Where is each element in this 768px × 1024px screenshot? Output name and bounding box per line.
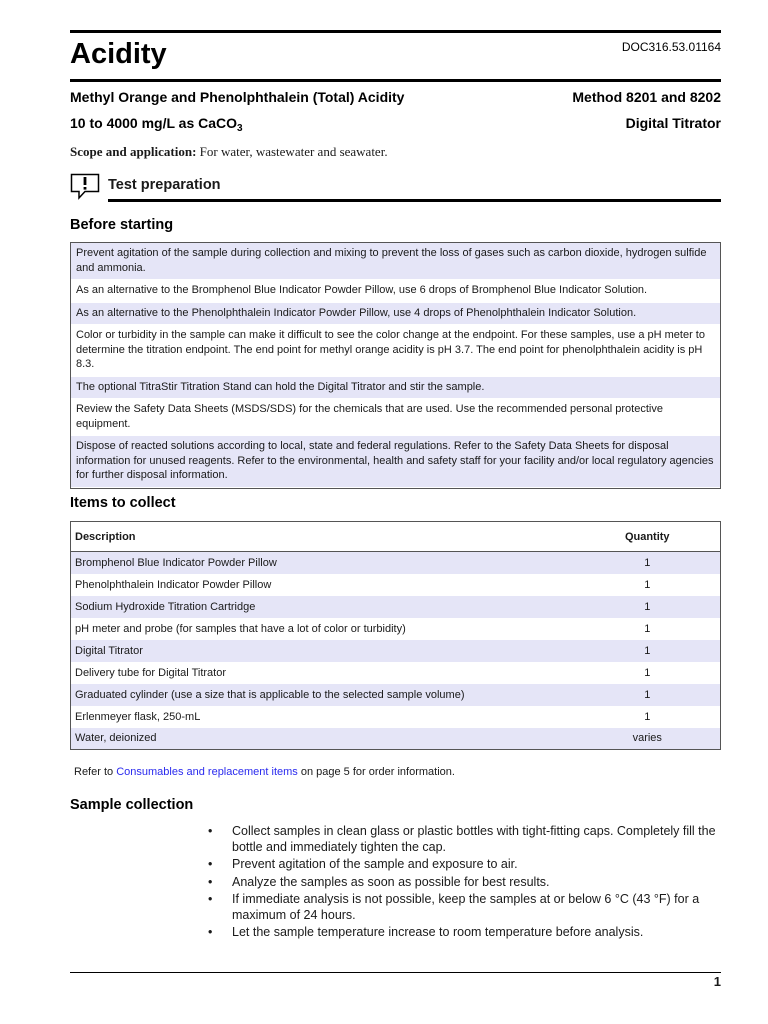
items-to-collect-table bbox=[70, 521, 721, 750]
page-number: 1 bbox=[713, 974, 721, 989]
table-row bbox=[71, 552, 721, 574]
method-title: Methyl Orange and Phenolphthalein (Total) Acidity bbox=[70, 89, 405, 105]
list-item: • Analyze the samples as soon as possible for best results. bbox=[208, 875, 721, 891]
table-header-row bbox=[71, 522, 721, 552]
before-starting-item: Prevent agitation of the sample during collection and mixing to prevent the loss of gases such as carbon dioxide, hydrogen sulfide and ammonia. bbox=[71, 243, 720, 280]
heading-items-to-collect: Items to collect bbox=[70, 495, 176, 511]
column-header-description: Description bbox=[75, 530, 136, 543]
title-rule bbox=[70, 79, 721, 82]
item-quantity: 1 bbox=[571, 596, 721, 618]
item-description: Sodium Hydroxide Titration Cartridge bbox=[71, 596, 571, 618]
item-quantity: 1 bbox=[644, 578, 651, 591]
instrument-name: Digital Titrator bbox=[625, 115, 721, 131]
range-text: 10 to 4000 mg/L as CaCO bbox=[70, 115, 238, 131]
item-quantity: 1 bbox=[571, 684, 721, 706]
before-starting-item: As an alternative to the Bromphenol Blue Indicator Powder Pillow, use 6 drops of Bromphenol Blue Indicator Solution. bbox=[71, 280, 720, 303]
item-quantity: 1 bbox=[644, 710, 651, 723]
table-row bbox=[71, 640, 721, 662]
item-quantity: 1 bbox=[571, 640, 721, 662]
list-item: • Let the sample temperature increase to room temperature before analysis. bbox=[208, 925, 721, 941]
order-reference bbox=[74, 766, 455, 778]
refer-prefix: Refer to bbox=[74, 766, 117, 778]
table-row bbox=[71, 684, 721, 706]
column-header-quantity: Quantity bbox=[624, 530, 670, 543]
heading-before-starting: Before starting bbox=[70, 217, 174, 233]
heading-sample-collection: Sample collection bbox=[70, 797, 194, 813]
item-quantity: 1 bbox=[571, 552, 721, 574]
table-row bbox=[71, 728, 721, 750]
document-page bbox=[70, 0, 721, 1024]
item-description: Phenolphthalein Indicator Powder Pillow bbox=[75, 578, 272, 591]
section-rule bbox=[108, 199, 721, 202]
document-id: DOC316.53.01164 bbox=[621, 40, 721, 54]
table-row bbox=[71, 706, 721, 728]
before-starting-item: As an alternative to the Phenolphthalein Indicator Powder Pillow, use 4 drops of Phenolphthalein Indicator Solution. bbox=[71, 303, 720, 326]
top-rule bbox=[70, 30, 721, 33]
list-item: • Collect samples in clean glass or plastic bottles with tight-fitting caps. Completely fill the bottle and immediately tighten the cap. bbox=[208, 824, 721, 855]
table-row bbox=[71, 574, 721, 596]
table-row bbox=[71, 596, 721, 618]
item-description: Bromphenol Blue Indicator Powder Pillow bbox=[71, 552, 571, 574]
footer-rule bbox=[70, 972, 721, 973]
item-quantity: varies bbox=[571, 728, 721, 750]
refer-suffix: on page 5 for order information. bbox=[297, 766, 455, 778]
consumables-link[interactable]: Consumables and replacement items bbox=[116, 766, 298, 778]
table-row bbox=[71, 618, 721, 640]
before-starting-item: Color or turbidity in the sample can make it difficult to see the color change at the endpoint. For these samples, use a pH meter to determine the titration endpoint. The end point for methyl orange acidity is pH 3.7. The end point for phenolphthalein acidity is pH 8.3. bbox=[71, 325, 720, 377]
list-item: • Prevent agitation of the sample and exposure to air. bbox=[208, 857, 721, 873]
item-quantity: 1 bbox=[644, 666, 651, 679]
method-number: Method 8201 and 8202 bbox=[572, 89, 721, 105]
measurement-range bbox=[70, 115, 243, 134]
before-starting-table bbox=[70, 242, 721, 489]
item-description: Digital Titrator bbox=[71, 640, 571, 662]
sample-collection-list bbox=[208, 824, 721, 943]
item-description: Erlenmeyer flask, 250-mL bbox=[75, 710, 201, 723]
scope-label: Scope and application: bbox=[70, 144, 197, 159]
item-description: Water, deionized bbox=[71, 728, 571, 750]
table-row bbox=[71, 662, 721, 684]
range-subscript: 3 bbox=[237, 123, 243, 134]
before-starting-item: Review the Safety Data Sheets (MSDS/SDS) for the chemicals that are used. Use the recommended personal protective equipment. bbox=[71, 399, 720, 436]
before-starting-item: The optional TitraStir Titration Stand can hold the Digital Titrator and stir the sample. bbox=[71, 377, 720, 400]
item-description: Graduated cylinder (use a size that is applicable to the selected sample volume) bbox=[71, 684, 571, 706]
before-starting-item: Dispose of reacted solutions according to local, state and federal regulations. Refer to the Safety Data Sheets for disposal information for unused reagents. Refer to the environmental, health and safety staff for your facility and/or local regulatory agencies for further disposal information. bbox=[71, 436, 720, 488]
item-description: Delivery tube for Digital Titrator bbox=[75, 666, 226, 679]
section-title-test-preparation: Test preparation bbox=[108, 177, 221, 193]
scope-text: For water, wastewater and seawater. bbox=[199, 144, 388, 159]
warning-callout-icon bbox=[70, 171, 100, 201]
item-description: pH meter and probe (for samples that have a lot of color or turbidity) bbox=[75, 622, 406, 635]
list-item: • If immediate analysis is not possible, keep the samples at or below 6 °C (43 °F) for a maximum of 24 hours. bbox=[208, 892, 721, 923]
item-quantity: 1 bbox=[644, 622, 651, 635]
scope-statement bbox=[70, 144, 388, 160]
page-title: Acidity bbox=[70, 38, 167, 70]
